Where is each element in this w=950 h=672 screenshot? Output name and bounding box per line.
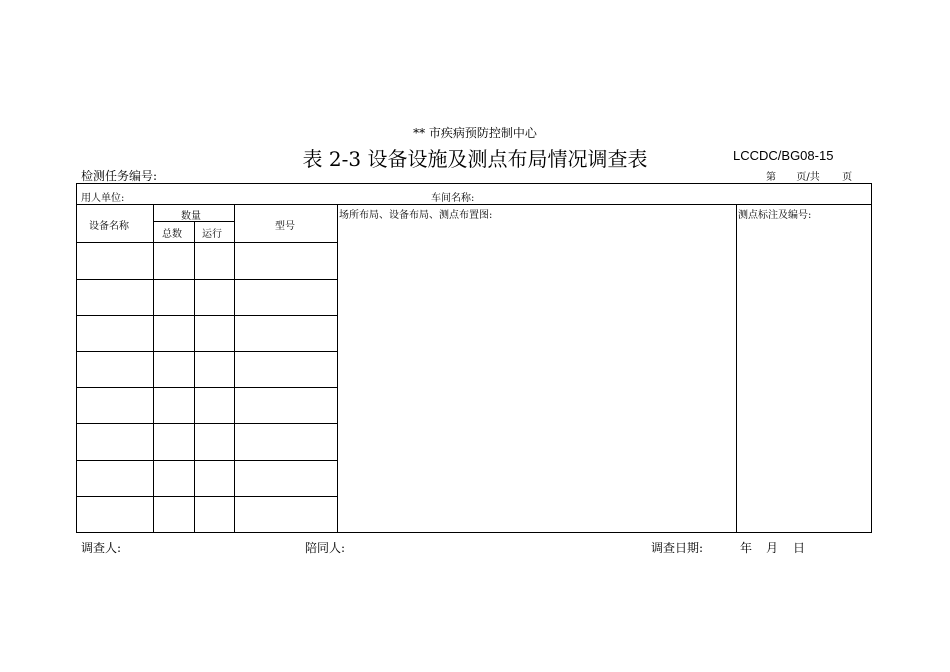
form-title: 表 2-3 设备设施及测点布局情况调查表 bbox=[302, 147, 648, 171]
total-label: 总数 bbox=[162, 229, 182, 240]
year-label: 年 bbox=[740, 541, 753, 555]
day-label: 日 bbox=[793, 541, 806, 555]
equipment-name-label: 设备名称 bbox=[89, 221, 129, 232]
col-divider bbox=[153, 204, 154, 532]
row-divider bbox=[77, 204, 871, 205]
point-marking-label: 测点标注及编号: bbox=[738, 210, 812, 221]
col-divider bbox=[337, 204, 338, 532]
page-label-2: 页/共 bbox=[796, 172, 820, 183]
task-number-label: 检测任务编号: bbox=[81, 169, 158, 183]
survey-table bbox=[76, 183, 872, 533]
table-row bbox=[77, 387, 338, 388]
workshop-label: 车间名称: bbox=[431, 193, 475, 204]
organization-name: ** 市疾病预防控制中心 bbox=[413, 126, 537, 140]
table-row bbox=[77, 460, 338, 461]
running-label: 运行 bbox=[202, 229, 222, 240]
model-label: 型号 bbox=[275, 221, 295, 232]
col-divider bbox=[234, 204, 235, 532]
month-label: 月 bbox=[766, 541, 779, 555]
layout-diagram-label: 场所布局、设备布局、测点布置图: bbox=[339, 210, 493, 221]
table-row bbox=[77, 351, 338, 352]
investigator-label: 调查人: bbox=[81, 541, 122, 555]
table-row bbox=[77, 423, 338, 424]
survey-date-label: 调查日期: bbox=[651, 541, 704, 555]
col-divider bbox=[736, 204, 737, 532]
page-label-3: 页 bbox=[842, 172, 853, 183]
page-info bbox=[766, 168, 852, 183]
page-label-1: 第 bbox=[766, 172, 776, 183]
table-row bbox=[77, 496, 338, 497]
table-row bbox=[77, 242, 338, 243]
table-row bbox=[77, 279, 338, 280]
employer-label: 用人单位: bbox=[81, 193, 125, 204]
quantity-label: 数量 bbox=[181, 211, 201, 222]
form-code: LCCDC/BG08-15 bbox=[733, 148, 834, 163]
col-divider bbox=[194, 221, 195, 532]
table-row bbox=[77, 315, 338, 316]
companion-label: 陪同人: bbox=[305, 541, 346, 555]
